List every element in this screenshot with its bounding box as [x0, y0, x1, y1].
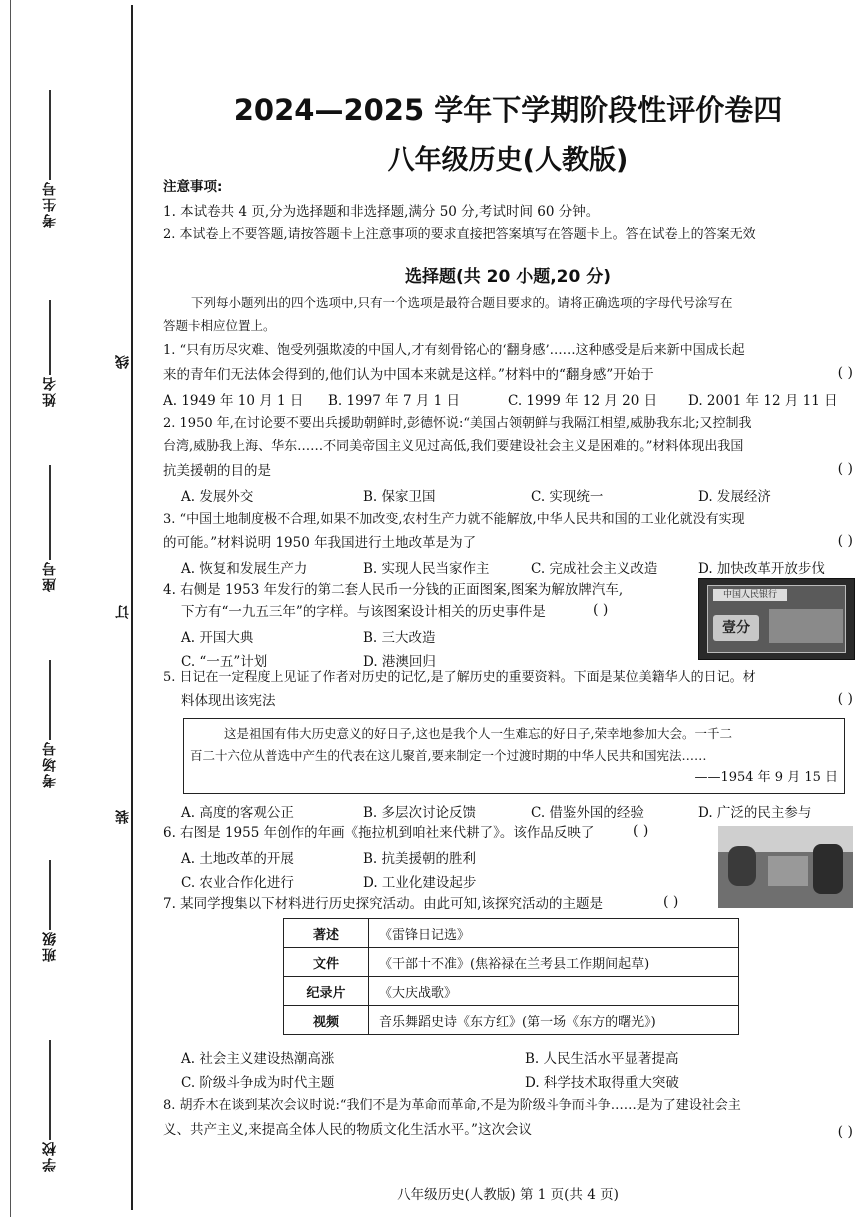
option: A. 高度的客观公正: [181, 805, 294, 821]
option: B. 三大改造: [363, 630, 436, 646]
option: C. 实现统一: [531, 489, 604, 505]
option: B. 多层次讨论反馈: [363, 805, 477, 821]
field-class[interactable]: [40, 860, 60, 962]
notice-item: 2. 本试卷上不要答题,请按答题卡上注意事项的要求直接把答案填写在答题卡上。答在试卷上的答案无效: [163, 227, 756, 242]
field-underline: [49, 860, 51, 930]
option: D. 科学技术取得重大突破: [525, 1075, 679, 1091]
option: C. 农业合作化进行: [181, 875, 294, 891]
option: A. 发展外交: [181, 489, 254, 505]
notice-item: 1. 本试卷共 4 页,分为选择题和非选择题,满分 50 分,考试时间 60 分钟。: [163, 204, 600, 220]
question-1-text: 来的青年们无法体会得到的,他们认为中国本来就是这样。”材料中的“翻身感”开始于: [163, 367, 654, 383]
question-8-text: 义、共产主义,来提高全体人民的物质文化生活水平。”这次会议: [163, 1122, 532, 1138]
option: B. 保家卫国: [363, 489, 436, 505]
materials-table: [283, 918, 739, 1035]
field-underline: [49, 300, 51, 375]
option: D. 2001 年 12 月 11 日: [688, 393, 838, 409]
option: C. 阶级斗争成为时代主题: [181, 1075, 335, 1091]
answer-paren: ( ): [593, 602, 609, 618]
banknote-header: 中国人民银行: [713, 589, 787, 601]
binding-mark-bind: 装: [115, 810, 131, 824]
option: B. 抗美援朝的胜利: [363, 851, 477, 867]
option: A. 土地改革的开展: [181, 851, 294, 867]
answer-paren: ( ): [837, 365, 853, 381]
table-cell-type: 纪录片: [284, 977, 369, 1006]
exam-title: 2024—2025 学年下学期阶段性评价卷四: [233, 93, 783, 127]
option: D. 广泛的民主参与: [698, 805, 812, 821]
answer-paren: ( ): [837, 691, 853, 707]
painting-figure: [728, 846, 756, 886]
option: A. 恢复和发展生产力: [181, 561, 308, 577]
field-underline: [49, 1040, 51, 1140]
table-cell-type: 著述: [284, 919, 369, 948]
exam-subtitle: 八年级历史(人教版): [387, 145, 629, 176]
table-cell-type: 视频: [284, 1006, 369, 1035]
new-year-painting-image: [718, 826, 853, 908]
question-2-text: 2. 1950 年,在讨论要不要出兵援助朝鲜时,彭德怀说:“美国占领朝鲜与我隔江相望,威胁我东北;又控制我: [163, 416, 752, 431]
binding-mark-stitch: 订: [115, 605, 131, 619]
question-2-text: 抗美援朝的目的是: [163, 463, 271, 479]
table-row: [284, 977, 739, 1006]
painting-tractor: [768, 856, 808, 886]
question-4-text: 下方有“一九五三年”的字样。与该图案设计相关的历史事件是: [181, 604, 546, 620]
field-school[interactable]: [40, 1040, 60, 1172]
question-5-text: 料体现出该宪法: [181, 693, 276, 709]
field-seat-number[interactable]: [40, 465, 60, 592]
binding-mark-line: 线: [115, 355, 131, 369]
field-label: 考生号: [42, 180, 58, 228]
section-instruction: 下列每小题列出的四个选项中,只有一个选项是最符合题目要求的。请将正确选项的字母代号涂写在: [191, 295, 733, 310]
field-label: 学校: [42, 1140, 58, 1172]
question-3-text: 的可能。”材料说明 1950 年我国进行土地改革是为了: [163, 535, 477, 551]
answer-paren: ( ): [633, 823, 649, 839]
question-6-text: 6. 右图是 1955 年创作的年画《拖拉机到咱社来代耕了》。该作品反映了: [163, 825, 595, 841]
answer-paren: ( ): [663, 894, 679, 910]
option: D. 港澳回归: [363, 654, 436, 670]
question-3-text: 3. “中国土地制度极不合理,如果不加改变,农村生产力就不能解放,中华人民共和国的工业化就没有实现: [163, 512, 745, 527]
section-title: 选择题(共 20 小题,20 分): [404, 267, 612, 287]
question-7-text: 7. 某同学搜集以下材料进行历史探究活动。由此可知,该探究活动的主题是: [163, 896, 603, 912]
option: B. 实现人民当家作主: [363, 561, 490, 577]
field-underline: [49, 660, 51, 740]
answer-paren: ( ): [837, 461, 853, 477]
truck-illustration: [769, 609, 843, 643]
question-4-text: 4. 右侧是 1953 年发行的第二套人民币一分钱的正面图案,图案为解放牌汽车,: [163, 582, 624, 598]
table-row: [284, 919, 739, 948]
table-row: [284, 1006, 739, 1035]
option: A. 开国大典: [181, 630, 254, 646]
section-instruction: 答题卡相应位置上。: [163, 318, 276, 333]
page-footer: 八年级历史(人教版) 第 1 页(共 4 页): [397, 1187, 619, 1203]
question-8-text: 8. 胡乔木在谈到某次会议时说:“我们不是为革命而革命,不是为阶级斗争而斗争……是为了建设社会主: [163, 1098, 741, 1113]
option: C. 1999 年 12 月 20 日: [508, 393, 658, 409]
option: A. 1949 年 10 月 1 日: [163, 393, 304, 409]
table-cell-title: 音乐舞蹈史诗《东方红》(第一场《东方的曙光》): [369, 1006, 739, 1035]
field-name[interactable]: [40, 300, 60, 407]
option: D. 工业化建设起步: [363, 875, 477, 891]
quote-line: 百二十六位从普选中产生的代表在这儿聚首,要来制定一个过渡时期的中华人民共和国宪法……: [190, 748, 707, 763]
field-exam-number[interactable]: [40, 90, 60, 228]
table-cell-title: 《干部十不准》(焦裕禄在兰考县工作期间起草): [369, 948, 739, 977]
table-cell-title: 《大庆战歌》: [369, 977, 739, 1006]
question-1-text: 1. “只有历尽灾难、饱受列强欺凌的中国人,才有刻骨铭心的‘翻身感’……这种感受是后来新中国成长起: [163, 343, 745, 358]
table-cell-title: 《雷锋日记选》: [369, 919, 739, 948]
answer-paren: ( ): [837, 1124, 853, 1140]
banknote-value: 壹分: [713, 615, 759, 641]
option: C. 完成社会主义改造: [531, 561, 658, 577]
table-row: [284, 948, 739, 977]
diary-quote-box: [183, 718, 845, 794]
question-2-text: 台湾,威胁我上海、华东……不同美帝国主义见过高低,我们要建设社会主义是困难的。”材料体现出我国: [163, 439, 744, 454]
quote-line: 这是祖国有伟大历史意义的好日子,这也是我个人一生难忘的好日子,荣幸地参加大会。一千二: [224, 726, 732, 741]
banknote-image: [698, 578, 855, 660]
field-label: 考场号: [42, 740, 58, 788]
binding-margin: [0, 0, 135, 1217]
option: D. 发展经济: [698, 489, 771, 505]
field-label: 座号: [42, 560, 58, 592]
option: B. 1997 年 7 月 1 日: [328, 393, 460, 409]
option: A. 社会主义建设热潮高涨: [181, 1051, 335, 1067]
question-5-text: 5. 日记在一定程度上见证了作者对历史的记忆,是了解历史的重要资料。下面是某位美籍华人的日记。材: [163, 670, 756, 685]
option: B. 人民生活水平显著提高: [525, 1051, 679, 1067]
field-label: 姓名: [42, 375, 58, 407]
field-room-number[interactable]: [40, 660, 60, 788]
option: C. 借鉴外国的经验: [531, 805, 644, 821]
page-edge-line: [10, 0, 11, 1217]
painting-figure: [813, 844, 843, 894]
field-label: 班级: [42, 930, 58, 962]
option: D. 加快改革开放步伐: [698, 561, 825, 577]
table-cell-type: 文件: [284, 948, 369, 977]
option: C. “一五”计划: [181, 654, 268, 670]
answer-paren: ( ): [837, 533, 853, 549]
quote-date: ——1954 年 9 月 15 日: [694, 770, 838, 785]
field-underline: [49, 90, 51, 180]
notice-heading: 注意事项:: [163, 179, 223, 195]
field-underline: [49, 465, 51, 560]
